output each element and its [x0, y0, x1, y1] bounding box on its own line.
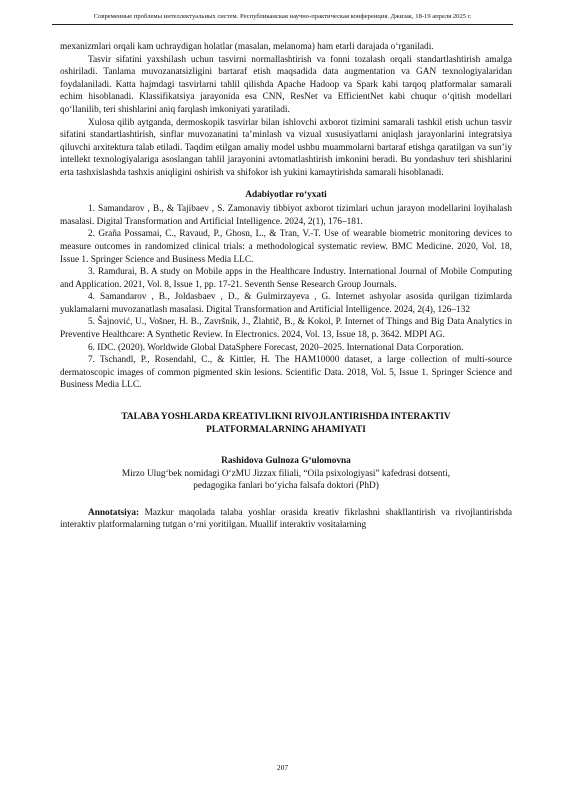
references-heading: Adabiyotlar ro‘yxati: [245, 189, 327, 200]
reference-item: 2. Graña Possamai, C., Ravaud, P., Ghosn, L., & Tran, V.-T. Use of wearable biometric monitoring devices to measure outcomes in randomized clinical trials: a methodological systematic review. BMC Medicine. 2020, Vol. 18, Issue 1. Springer Science and Business Media LLC.: [60, 229, 512, 265]
reference-item: 4. Samandarov , B., Joldasbaev , D., & Gulmirzayeva , G. Internet ashyolar asosida qurilgan tizimlarda yuklamalarni muvozanatlash masalasi. Digital Transformation and Artificial Intelligence. 2024, 2(4), 126–132: [60, 292, 512, 315]
reference-item: 5. Šajnović, U., Vošner, H. B., Završnik, J., Žlahtič, B., & Kokol, P. Internet of Things and Big Data Analytics in Preventive Healthcare: A Synthetic Review. In Electronics. 2024, Vol. 13, Issue 18, p. 3642. MDPI AG.: [60, 317, 512, 341]
affiliation-line: Mirzo Ulug‘bek nomidagi O‘zMU Jizzax filiali, “Oila psixologiyasi” kafedrasi dotsenti,: [121, 468, 451, 479]
body-paragraph: Xulosa qilib aytganda, dermoskopik tasvirlar bilan ishlovchi axborot tizimini samarali tashkil etish uchun tasvir sifatini standartlashtirish, sinflar muvozanatini ta’minlash va vizual xususiyatlarni aniqlash jarayonlarini integratsiya qiluvchi arxitektura talab etiladi. Taqdim etilgan amaliy model ushbu muammolarni bartaraf etishga qaratilgan va sun’iy intellekt texnologiyalariga asoslangan tahlil jarayonini avtomatlashtirish imkonini beradi. Bu yondashuv teri shishlarini erta tashxislashda tashxis aniqligini oshirish va shifokor ish yukini kamaytirishda samarali hisoblanadi.: [60, 117, 512, 178]
article-title: [60, 411, 512, 437]
article-title-line: PLATFORMALARNING AHAMIYATI: [206, 425, 366, 436]
abstract-text: Mazkur maqolada talaba yoshlar orasida kreativ fikrlashni shakllantirish va rivojlantirishda interaktiv platformalarning tutgan o‘rni yoritilgan. Muallif interaktiv vositalarning: [60, 507, 512, 531]
body-paragraph: mexanizmlari orqali kam uchraydigan holatlar (masalan, melanoma) ham etarli darajada o‘rganiladi.: [60, 42, 434, 52]
abstract-label: Annotatsiya:: [88, 507, 140, 518]
affiliation-line: pedagogika fanlari bo‘yicha falsafa doktori (PhD): [193, 481, 379, 492]
running-header: Современные проблемы интеллектуальных систем. Республиканская научно-практическая конференция. Джизак, 18-19 апреля 2025 г.: [52, 13, 513, 25]
reference-item: 3. Ramdurai, B. A study on Mobile apps in the Healthcare Industry. International Journal of Mobile Computing and Application. 2021, Vol. 8, Issue 1, pp. 17-21. Seventh Sense Research Group Journals.: [60, 267, 512, 290]
author-affiliation: [60, 468, 512, 493]
page-content: [60, 41, 512, 532]
article-title-line: TALABA YOSHLARDA KREATIVLIKNI RIVOJLANTIRISHDA INTERAKTIV: [121, 412, 451, 423]
reference-item: 1. Samandarov , B., & Tajibaev , S. Zamonaviy tibbiyot axborot tizimlari uchun jarayon modellarini loyihalash masalasi. Digital Transformation and Artificial Intelligence. 2024, 2(1), 176–181.: [60, 204, 512, 227]
abstract-paragraph: [60, 507, 512, 532]
page-number: 207: [276, 763, 289, 772]
body-paragraph: Tasvir sifatini yaxshilash uchun tasvirni normallashtirish va fonni tozalash orqali standartlashtirish amalga oshiriladi. Tanlama muvozanatsizligini bartaraf etish maqsadida data augmentation va GAN texnologiyalaridan foydalaniladi. Katta hajmdagi tasvirlarni tahlil qilishda Apache Hadoop va Spark kabi tarqoq platformalar samarali echim hisoblanadi. Klassifikatsiya jarayonida esa CNN, ResNet va EfficientNet kabi chuqur o‘qitish modellari qo‘llanilib, teri shishlarini aniq farqlash imkoniyati yaratiladi.: [60, 54, 512, 115]
author-name: Rashidova Gulnoza G‘ulomovna: [221, 456, 351, 467]
reference-item: 6. IDC. (2020). Worldwide Global DataSphere Forecast, 2020–2025. International Data Corporation.: [88, 342, 464, 353]
reference-item: 7. Tschandl, P., Rosendahl, C., & Kittler, H. The HAM10000 dataset, a large collection of multi-source dermatoscopic images of common pigmented skin lesions. Scientific Data. 2018, Vol. 5, Issue 1. Springer Science and Business Media LLC.: [60, 355, 512, 391]
